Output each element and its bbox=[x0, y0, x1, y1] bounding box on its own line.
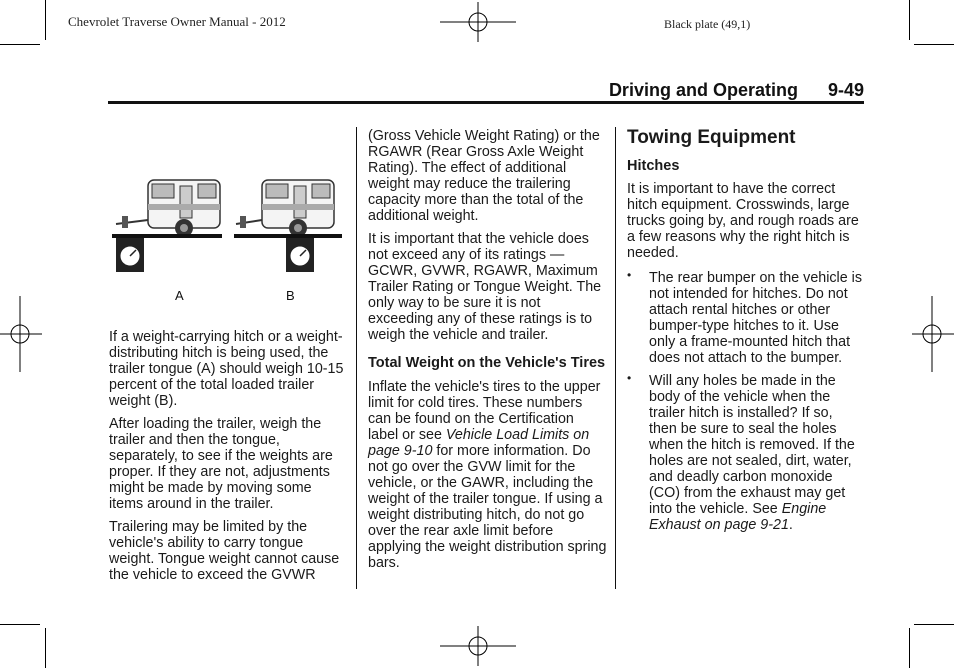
manual-title: Chevrolet Traverse Owner Manual - 2012 bbox=[68, 14, 286, 29]
registration-mark-right-icon bbox=[912, 296, 954, 372]
paragraph-gvwr-continued: (Gross Vehicle Weight Rating) or the RGAWR (Rear Gross Axle Weight Rating). The effect of additional weight may reduce the trailering capacity more than the total of the additional weight. bbox=[368, 128, 600, 224]
paragraph-inflate-tires: Inflate the vehicle's tires to the upper limit for cold tires. These numbers can be found on the Certification label or see Vehicle Load Limits on page 9-10 for more information. Do not go over the GVW limit for the vehicle, or the GAWR, including the weight of the trailer tongue. If using a weight distributing hitch, do not go over the rear axle limit before applying the weight distribution spring bars. bbox=[368, 379, 607, 571]
paragraph-weigh-trailer: After loading the trailer, weigh the trailer and then the tongue, separately, to see if the weights are proper. If they are not, adjustments might be made by moving some items around in the trailer. bbox=[109, 416, 333, 512]
column-divider-1 bbox=[356, 127, 357, 589]
section-name: Driving and Operating bbox=[608, 80, 798, 100]
crop-mark-tl-v bbox=[45, 0, 46, 40]
column-2 bbox=[368, 128, 608, 578]
bullet-rear-bumper: • The rear bumper on the vehicle is not intended for hitches. Do not attach rental hitches or other bumper-type hitches to it. Use only a frame-mounted hitch that does not attach to the bumper. bbox=[627, 268, 862, 366]
section-header bbox=[609, 80, 864, 101]
figure-label-a: A bbox=[175, 288, 184, 303]
crop-mark-bl-h bbox=[0, 624, 40, 625]
crop-mark-bl-v bbox=[45, 628, 46, 668]
bullet-holes: • Will any holes be made in the body of the vehicle when the trailer hitch is installed? If so, then be sure to seal the holes when the hitch is removed. If the holes are not sealed, dirt, water, and deadly carbon monoxide (CO) from the exhaust may get into the vehicle. See Engine Exhaust on page 9-21. bbox=[627, 371, 855, 533]
paragraph-trailering-limit: Trailering may be limited by the vehicle's ability to carry tongue weight. Tongue weight cannot cause the vehicle to exceed the GVWR bbox=[109, 519, 340, 583]
column-1 bbox=[109, 329, 349, 590]
crop-mark-tr-h bbox=[914, 44, 954, 45]
page-number: 9-49 bbox=[827, 80, 864, 100]
registration-mark-top-icon bbox=[440, 2, 516, 42]
column-3 bbox=[627, 127, 863, 540]
heading-hitches: Hitches bbox=[627, 158, 680, 174]
heading-towing-equipment: Towing Equipment bbox=[627, 127, 796, 148]
column-divider-2 bbox=[615, 127, 616, 589]
plate-label: Black plate (49,1) bbox=[664, 17, 751, 31]
link-vehicle-load-limits[interactable]: Vehicle Load Limits on page 9-10 bbox=[368, 427, 590, 459]
header-rule bbox=[108, 101, 864, 104]
crop-mark-br-h bbox=[914, 624, 954, 625]
crop-mark-br-v bbox=[909, 628, 910, 668]
paragraph-hitch-intro: It is important to have the correct hitch equipment. Crosswinds, large trucks going by, and rough roads are a few reasons why the right hitch is needed. bbox=[627, 181, 859, 261]
registration-mark-left-icon bbox=[0, 296, 42, 372]
crop-mark-tl-h bbox=[0, 44, 40, 45]
figure-label-b: B bbox=[286, 288, 295, 303]
paragraph-tongue-weight: If a weight-carrying hitch or a weight-distributing hitch is being used, the trailer tongue (A) should weigh 10-15 percent of the total loaded trailer weight (B). bbox=[109, 329, 344, 409]
trailer-weight-figure bbox=[112, 176, 342, 276]
heading-total-weight: Total Weight on the Vehicle's Tires bbox=[368, 355, 606, 371]
paragraph-ratings: It is important that the vehicle does not exceed any of its ratings — GCWR, GVWR, RGAWR, Maximum Trailer Rating or Tongue Weight. The only way to be sure it is not exceeding any of these ratings is to weigh the vehicle and trailer. bbox=[368, 231, 602, 343]
trailer-b-icon bbox=[234, 180, 342, 272]
crop-mark-tr-v bbox=[909, 0, 910, 40]
registration-mark-bottom-icon bbox=[440, 626, 516, 666]
link-engine-exhaust[interactable]: Engine Exhaust on page 9-21 bbox=[649, 501, 827, 533]
bullet-icon: • bbox=[627, 371, 632, 385]
bullet-icon: • bbox=[627, 268, 632, 282]
trailer-a-icon bbox=[112, 180, 222, 272]
